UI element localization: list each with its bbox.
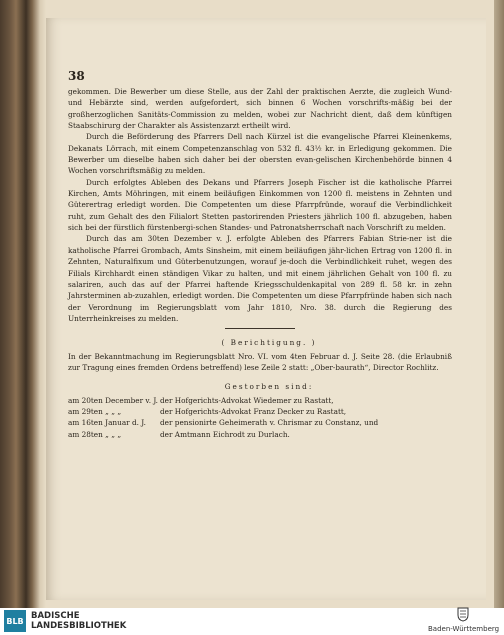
paragraph: gekommen. Die Bewerber um diese Stelle, aus der Zahl der praktischen Aerzte, die zugleich Wund- und Hebärzte sind, werden aufgefordert, sich binnen 6 Wochen vorschrifts-mäßig bei der großherzoglichen Sanitäts-Commission zu melden, wobei zur Nachricht dient, daß dem künftigen Staabschirurg der Charakter als Assistenzarzt ertheilt wird. [68, 87, 452, 131]
paragraph: Durch das am 30ten Dezember v. J. erfolgte Ableben des Pfarrers Fabian Strie-ner ist die katholische Pfarrei Grombach, Amts Sinsheim, mit einem beiläufigen jähr-lichen Ertrag von 1200 fl. in Zehnten, Naturalfixum und Güterbenutzungen, worauf je-doch die Verbindlichkeit ruhet, wegen des Filials Kirchhardt einen ständigen Vikar zu halten, und mit einem jährlichen Gehalt von 100 fl. zu salariren, auch das auf der Pfarrei haftende Kriegsschuldenkapital von 289 fl. 58 kr. in zehn Jahrsterminen ab-zuzahlen, erledigt worden. Die Competenten um diese Pfarrpfründe haben sich nach der Verordnung im Regierungsblatt vom Jahr 1810, Nro. 38. durch die Regierung des Unterrheinkreises zu melden. [68, 234, 452, 323]
death-text: der pensionirte Geheimerath v. Chrismar zu Constanz, und [160, 418, 379, 428]
death-date: am 20ten December v. J. [68, 395, 159, 405]
death-date: am 28ten „ „ „ [68, 429, 122, 439]
death-text: der Hofgerichts-Advokat Wiedemer zu Rastatt, [160, 395, 334, 405]
death-date: am 16ten Januar d. J. [68, 418, 146, 428]
library-name[interactable] [31, 611, 126, 631]
library-name-line1: BADISCHE [31, 611, 80, 621]
region-label: Baden-Württemberg [428, 625, 500, 633]
gestorben-heading: Gestorben sind: [224, 382, 314, 392]
coat-of-arms-icon [456, 606, 470, 622]
page-body [68, 86, 452, 440]
death-entry [68, 429, 452, 440]
death-entry [68, 395, 452, 406]
page-edge [494, 0, 504, 608]
death-entry [68, 417, 452, 428]
library-name-line2: LANDESBIBLIOTHEK [31, 621, 127, 631]
berichtigung-text: In der Bekanntmachung im Regierungsblatt Nro. VI. vom 4ten Februar d. J. Seite 28. (die Erlaubniß zur Tragung eines fremden Ordens betreffend) lese Zeile 2 statt: „Ober-baurath“, Director Rochlitz. [68, 351, 452, 372]
death-text: der Amtmann Eichrodt zu Durlach. [160, 429, 290, 439]
blb-logo[interactable]: BLB [4, 610, 26, 632]
death-text: der Hofgerichts-Advokat Franz Decker zu Rastatt, [160, 406, 347, 416]
paragraph: Durch erfolgtes Ableben des Dekans und Pfarrers Joseph Fischer ist die katholische Pfarrei Kirchen, Amts Möhringen, mit einem beiläufigen Einkommen von 1200 fl. meistens in Zehnten und Güterertrag erledigt worden. Die Competenten um diese Pfarrpfründe, worauf die Verbindlichkeit ruht, zum Gehalt des den Filialort Stetten pastorirenden Priesters jährlich 100 fl. abzugeben, haben sich bei der fürstlich fürstenbergi-schen Standes- und Patronatsherrschaft nach Vorschrift zu melden. [68, 177, 452, 233]
death-entry [68, 406, 452, 417]
death-date: am 29ten „ „ „ [68, 406, 122, 416]
paragraph: Durch die Beförderung des Pfarrers Dell nach Kürzel ist die evangelische Pfarrei Kleinenkems, Dekanats Lörrach, mit einem Competenzanschlag von 532 fl. 43½ kr. in Erledigung gekommen. Die Bewerber um dieselbe haben sich daher bei der obersten evan-gelischen Kirchenbehörde binnen 4 Wochen vorschriftsmäßig zu melden. [68, 132, 452, 176]
page-number: 38 [68, 69, 85, 83]
berichtigung-heading: ( Berichtigung. ) [221, 338, 317, 348]
separator-rule [225, 328, 295, 329]
